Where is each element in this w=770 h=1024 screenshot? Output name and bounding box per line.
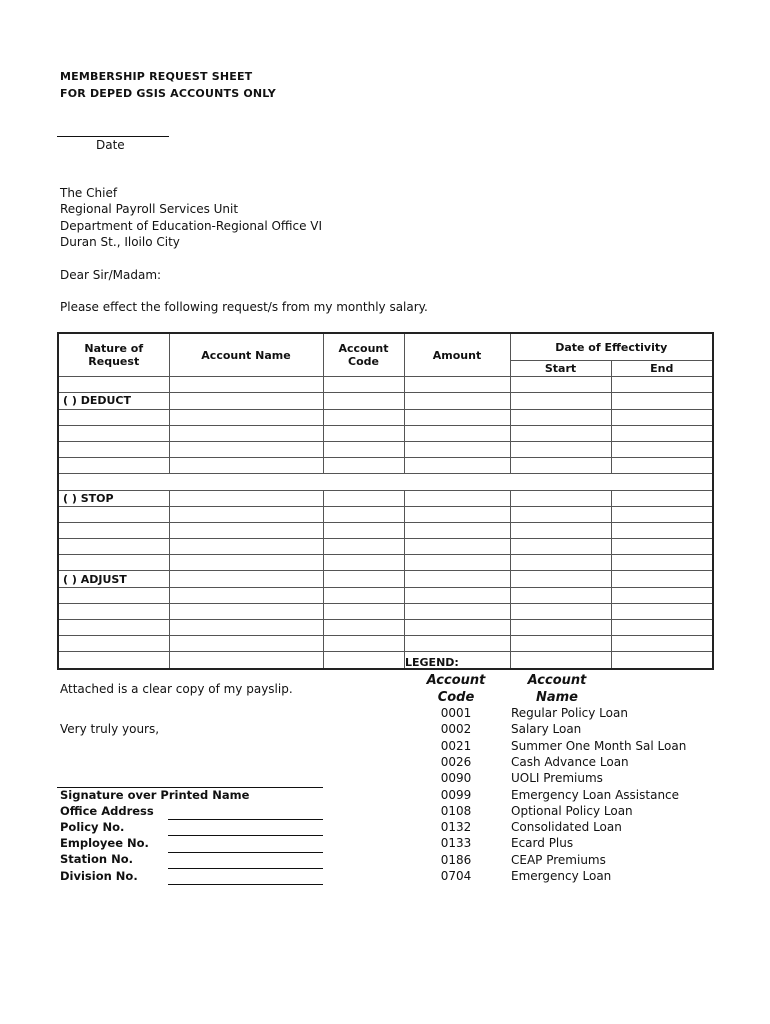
signature-label: Signature over Printed Name — [60, 788, 250, 802]
header-nature-text: Nature of Request — [84, 342, 144, 369]
table-row[interactable] — [58, 620, 713, 636]
closing-text: Very truly yours, — [60, 722, 160, 736]
table-gap-row — [58, 474, 713, 490]
section-adjust-label[interactable]: ( ) ADJUST — [58, 571, 169, 587]
table-row-stop[interactable] — [58, 490, 713, 506]
legend-name: Regular Policy Loan — [511, 706, 628, 720]
legend-name: Consolidated Loan — [511, 820, 622, 835]
legend-name: UOLI Premiums — [511, 771, 603, 786]
table-row[interactable] — [58, 425, 713, 441]
attached-text: Attached is a clear copy of my payslip. — [60, 682, 293, 696]
policy-no-field[interactable] — [168, 835, 323, 836]
legend-code: 0090 — [440, 771, 472, 786]
table-row[interactable] — [58, 506, 713, 522]
table-row[interactable] — [58, 555, 713, 571]
header-account-name-text: Account Name — [201, 348, 291, 362]
division-no-label: Division No. — [60, 869, 138, 883]
table-row[interactable] — [58, 652, 713, 669]
salutation: Dear Sir/Madam: — [60, 268, 162, 282]
table-row[interactable] — [58, 441, 713, 457]
title-line-2: FOR DEPED GSIS ACCOUNTS ONLY — [60, 87, 276, 100]
legend-name-header: Account Name — [527, 673, 587, 705]
table-row[interactable] — [58, 377, 713, 393]
table-row[interactable] — [58, 409, 713, 425]
legend-code: 0099 — [440, 787, 472, 802]
legend-code: 0026 — [440, 754, 472, 769]
legend-name: Summer One Month Sal Loan — [511, 738, 687, 753]
header-nature — [58, 333, 169, 377]
legend-name: CEAP Premiums — [511, 852, 606, 867]
header-account-name — [169, 333, 323, 377]
header-date-effectivity-text: Date of Effectivity — [555, 340, 668, 354]
section-deduct-label[interactable]: ( ) DEDUCT — [58, 393, 169, 409]
employee-no-label: Employee No. — [60, 836, 149, 850]
table-row[interactable] — [58, 539, 713, 555]
header-start — [510, 361, 611, 377]
date-label: Date — [96, 138, 125, 152]
legend-name: Emergency Loan Assistance — [511, 787, 680, 802]
header-amount — [404, 333, 510, 377]
legend-name: Ecard Plus — [511, 836, 574, 851]
policy-no-label: Policy No. — [60, 820, 125, 834]
addressee-line-2: Regional Payroll Services Unit — [60, 202, 239, 216]
legend-code: 0002 — [440, 722, 472, 737]
station-no-label: Station No. — [60, 852, 133, 866]
table-row[interactable] — [58, 636, 713, 652]
request-table — [57, 332, 714, 670]
date-input-line[interactable] — [57, 136, 169, 137]
addressee-line-4: Duran St., Iloilo City — [60, 235, 180, 249]
legend-name: Salary Loan — [511, 722, 582, 737]
legend-code: 0108 — [440, 803, 472, 818]
legend-title: LEGEND: — [405, 656, 459, 669]
header-end — [611, 361, 713, 377]
table-row[interactable] — [58, 587, 713, 603]
table-row[interactable] — [58, 458, 713, 474]
addressee-line-1: The Chief — [60, 186, 118, 200]
addressee-line-3: Department of Education-Regional Office VI — [60, 219, 323, 233]
division-no-field[interactable] — [168, 884, 323, 885]
legend-name: Cash Advance Loan — [511, 754, 629, 769]
legend-code-header: Account Code — [426, 673, 486, 705]
legend-code: 0021 — [440, 738, 472, 753]
legend-code: 0133 — [440, 836, 472, 851]
header-start-text: Start — [544, 362, 577, 376]
table-row[interactable] — [58, 603, 713, 619]
legend-code: 0132 — [440, 820, 472, 835]
legend-code: 0704 — [440, 869, 472, 883]
table-header-row — [58, 333, 713, 361]
legend-name: Emergency Loan — [511, 869, 612, 883]
table-row-deduct[interactable] — [58, 393, 713, 409]
station-no-field[interactable] — [168, 868, 323, 869]
table-row[interactable] — [58, 522, 713, 538]
header-amount-text: Amount — [432, 348, 482, 362]
title-line-1: MEMBERSHIP REQUEST SHEET — [60, 70, 253, 83]
legend-code: 0001 — [440, 706, 472, 720]
header-account-code — [323, 333, 404, 377]
office-address-label: Office Address — [60, 804, 154, 818]
header-account-code-text: Account Code — [338, 342, 389, 369]
intro-text: Please effect the following request/s from my monthly salary. — [60, 300, 428, 314]
section-stop-label[interactable]: ( ) STOP — [58, 490, 169, 506]
office-address-field[interactable] — [168, 819, 323, 820]
legend-code: 0186 — [440, 852, 472, 867]
header-date-effectivity — [510, 333, 713, 361]
header-end-text: End — [650, 362, 674, 376]
table-row-adjust[interactable] — [58, 571, 713, 587]
legend-name: Optional Policy Loan — [511, 803, 633, 818]
employee-no-field[interactable] — [168, 852, 323, 853]
